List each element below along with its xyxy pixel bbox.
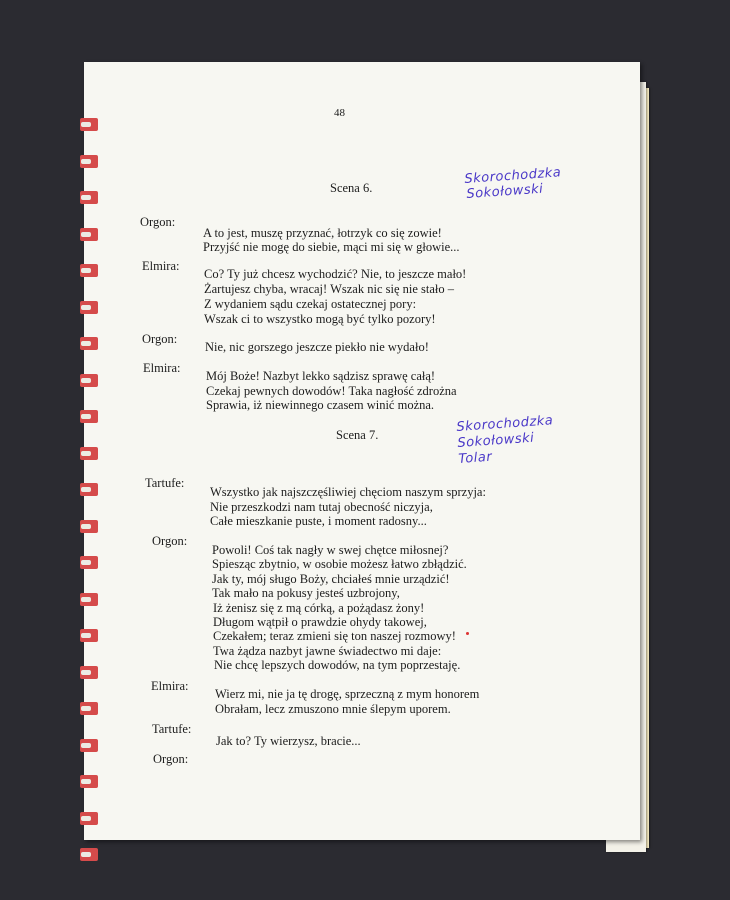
binding-ring xyxy=(80,191,98,204)
speaker-elmira: Elmira: xyxy=(142,259,180,273)
binding-hole xyxy=(81,232,91,237)
dialogue-line: Sprawia, iż niewinnego czasem winić można. xyxy=(206,398,435,412)
binding-hole xyxy=(81,378,91,383)
binding-hole xyxy=(81,670,91,675)
binding-ring xyxy=(80,264,98,277)
dialogue-line: Wierz mi, nie ja tę drogę, sprzeczną z mym honorem xyxy=(215,687,480,701)
binding-ring xyxy=(80,702,98,715)
speaker-orgon: Orgon: xyxy=(153,752,189,766)
dialogue-line: Przyjść nie mogę do siebie, mąci mi się w głowie... xyxy=(203,240,460,254)
binding-hole xyxy=(81,524,91,529)
binding-ring xyxy=(80,118,98,131)
dialogue-line: A to jest, muszę przyznać, łotrzyk co się zowie! xyxy=(203,226,442,240)
dialogue-line: Iż żenisz się z mą córką, a pożądasz żony! xyxy=(213,601,425,615)
binding-ring xyxy=(80,155,98,168)
speaker-orgon: Orgon: xyxy=(152,534,188,548)
binding-ring xyxy=(80,337,98,350)
binding-spine xyxy=(74,78,108,842)
speaker-elmira: Elmira: xyxy=(143,361,181,375)
dialogue-line: Nie chcę lepszych dowodów, na tym poprzestaję. xyxy=(214,658,461,672)
binding-ring xyxy=(80,410,98,423)
dialogue-line: Czekałem; teraz zmieni się ton naszej rozmowy! xyxy=(213,629,456,643)
speaker-elmira: Elmira: xyxy=(151,679,189,693)
binding-ring xyxy=(80,520,98,533)
binding-ring xyxy=(80,228,98,241)
dialogue-line: Długom wątpił o prawdzie ohydy takowej, xyxy=(213,615,427,629)
speaker-orgon: Orgon: xyxy=(142,332,178,346)
handwritten-names-scene-7-line-3: Tolar xyxy=(458,449,493,467)
dialogue-line: Obrałam, lecz zmuszono mnie ślepym uporem. xyxy=(215,702,451,716)
dialogue-line: Jak ty, mój sługo Boży, chciałeś mnie urządzić! xyxy=(212,572,450,586)
dialogue-line: Z wydaniem sądu czekaj ostatecznej pory: xyxy=(204,297,417,311)
dialogue-line: Żartujesz chyba, wracaj! Wszak nic się nie stało – xyxy=(204,282,455,296)
binding-ring xyxy=(80,556,98,569)
binding-hole xyxy=(81,706,91,711)
dialogue-line: Twa żądza nazbyt jawne świadectwo mi daje: xyxy=(213,644,442,658)
red-ink-dot xyxy=(466,632,469,635)
dialogue-line: Wszystko jak najszczęśliwiej chęciom naszym sprzyja: xyxy=(210,485,486,499)
binding-hole xyxy=(81,305,91,310)
binding-hole xyxy=(81,195,91,200)
binding-ring xyxy=(80,848,98,861)
scene-6-title: Scena 6. xyxy=(330,181,373,195)
page-number: 48 xyxy=(334,107,345,119)
binding-ring xyxy=(80,301,98,314)
dialogue-line: Powoli! Coś tak nagły w swej chętce miłosnej? xyxy=(212,543,449,557)
dialogue-line: Wszak ci to wszystko mogą być tylko pozory! xyxy=(204,312,436,326)
binding-hole xyxy=(81,487,91,492)
dialogue-line: Co? Ty już chcesz wychodzić? Nie, to jeszcze mało! xyxy=(204,267,467,281)
binding-ring xyxy=(80,739,98,752)
dialogue-line: Spiesząc zbytnio, w osobie możesz łatwo zbłądzić. xyxy=(212,557,467,571)
scene-7-title: Scena 7. xyxy=(336,428,379,442)
binding-hole xyxy=(81,451,91,456)
binding-hole xyxy=(81,852,91,857)
binding-ring xyxy=(80,483,98,496)
handwritten-names-scene-7-line-2: Sokołowski xyxy=(457,430,535,451)
binding-hole xyxy=(81,743,91,748)
binding-ring xyxy=(80,374,98,387)
binding-hole xyxy=(81,268,91,273)
handwritten-names-scene-7-line-1: Skorochodzka xyxy=(456,413,554,435)
binding-ring xyxy=(80,775,98,788)
handwritten-names-scene-6-line-1: Skorochodzka xyxy=(464,165,562,187)
binding-hole xyxy=(81,414,91,419)
dialogue-line: Czekaj pewnych dowodów! Taka nagłość zdrożna xyxy=(206,384,457,398)
binding-hole xyxy=(81,159,91,164)
binding-hole xyxy=(81,597,91,602)
binding-hole xyxy=(81,122,91,127)
speaker-orgon: Orgon: xyxy=(140,215,176,229)
binding-hole xyxy=(81,633,91,638)
dialogue-line: Jak to? Ty wierzysz, bracie... xyxy=(216,734,361,748)
handwritten-names-scene-6-line-2: Sokołowski xyxy=(466,181,544,202)
binding-ring xyxy=(80,666,98,679)
binding-ring xyxy=(80,812,98,825)
dialogue-line: Całe mieszkanie puste, i moment radosny... xyxy=(210,514,427,528)
binding-hole xyxy=(81,779,91,784)
binding-ring xyxy=(80,447,98,460)
dialogue-line: Mój Boże! Nazbyt lekko sądzisz sprawę całą! xyxy=(206,369,436,383)
binding-hole xyxy=(81,341,91,346)
speaker-tartufe: Tartufe: xyxy=(152,722,192,736)
binding-hole xyxy=(81,816,91,821)
dialogue-line: Nie przeszkodzi nam tutaj obecność niczyja, xyxy=(210,500,433,514)
dialogue-line: Tak mało na pokusy jesteś uzbrojony, xyxy=(212,586,400,600)
binding-ring xyxy=(80,629,98,642)
dialogue-line: Nie, nic gorszego jeszcze piekło nie wydało! xyxy=(205,340,429,354)
binding-hole xyxy=(81,560,91,565)
binding-ring xyxy=(80,593,98,606)
speaker-tartufe: Tartufe: xyxy=(145,476,185,490)
